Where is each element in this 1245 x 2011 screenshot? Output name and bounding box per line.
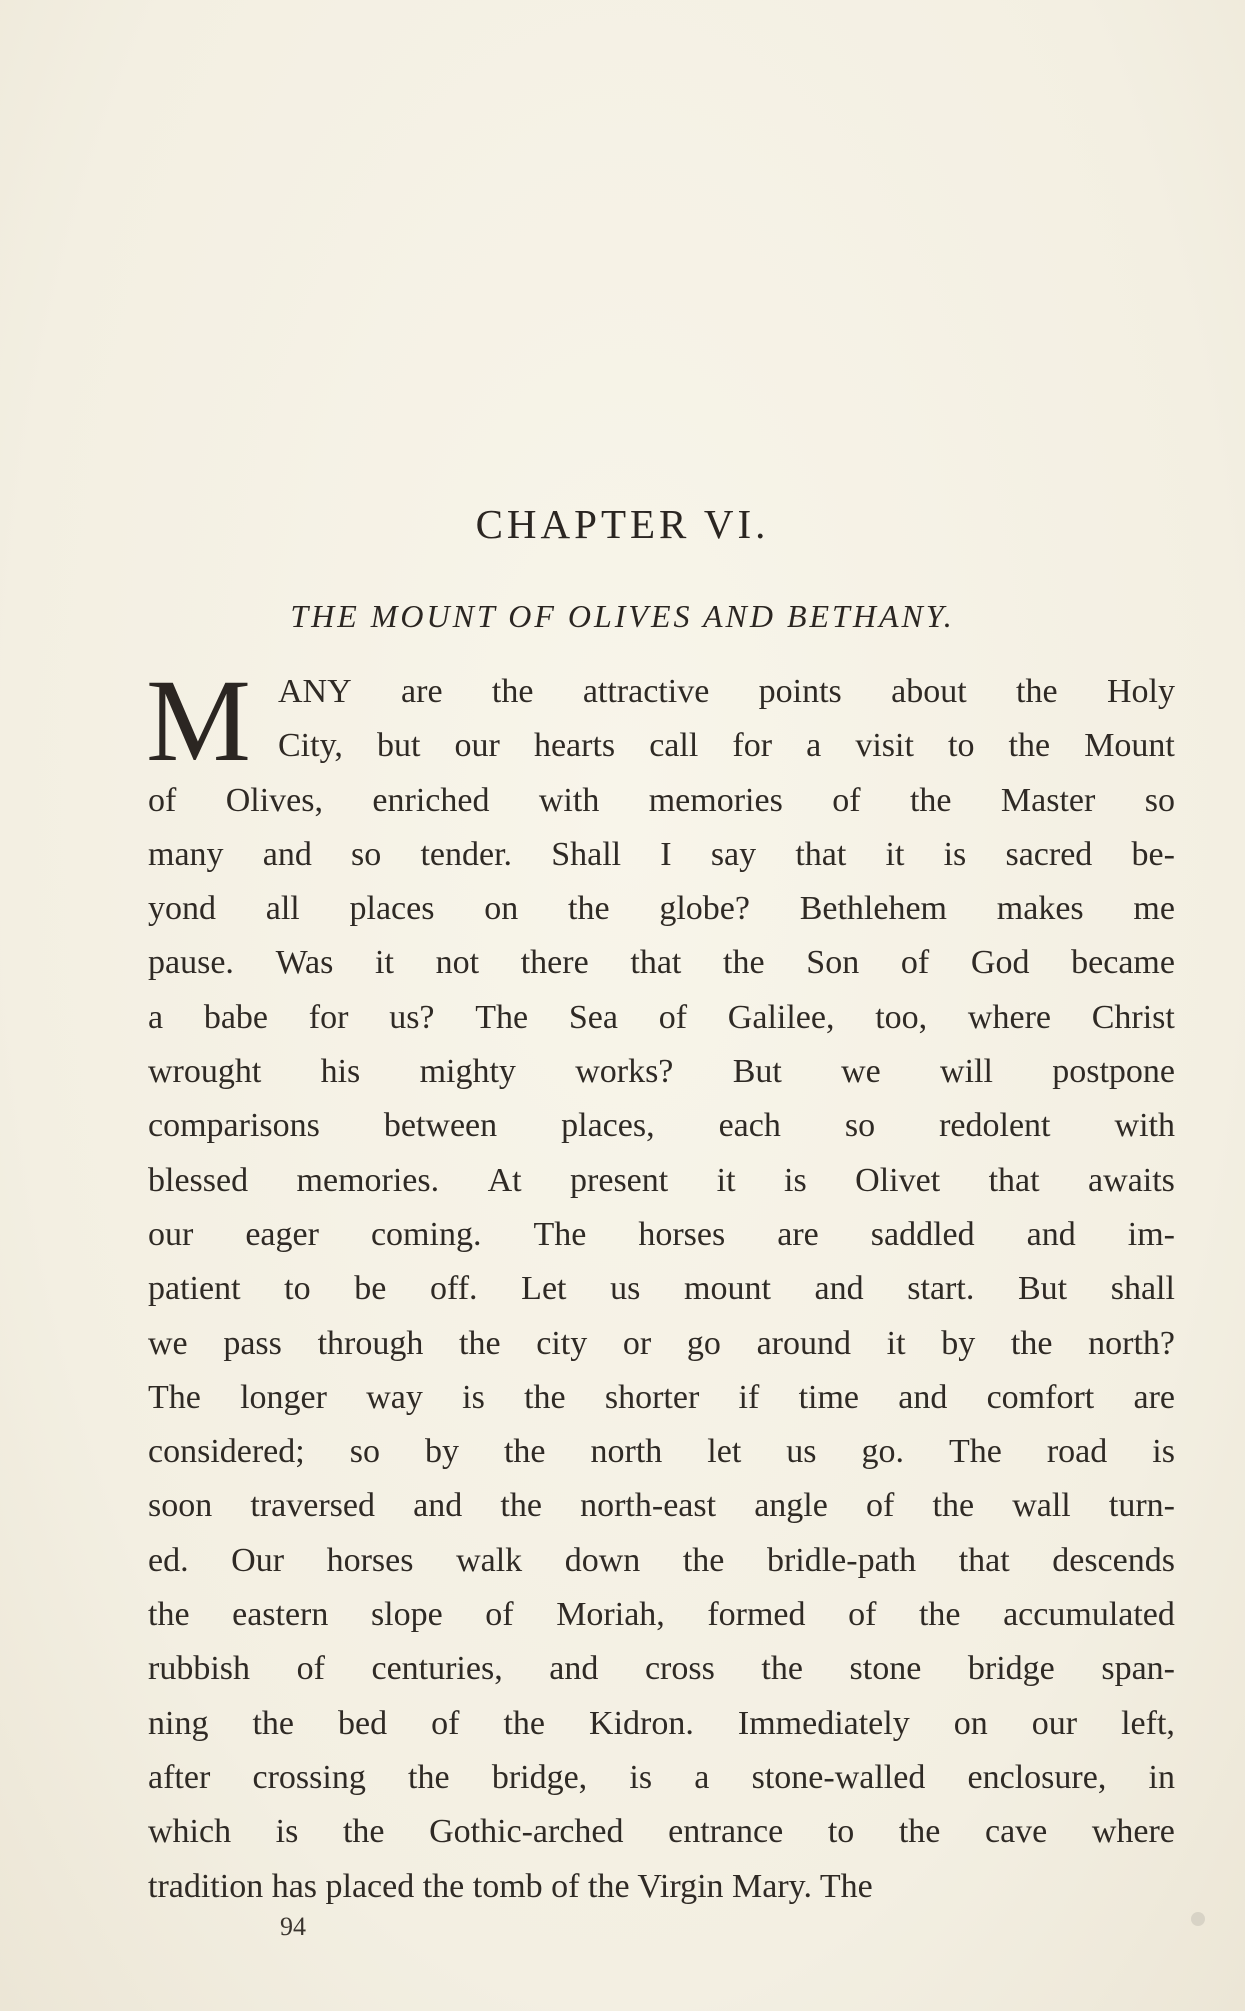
text-line: of Olives, enriched with memories of the Master so [148, 781, 1175, 819]
drop-cap: M [146, 655, 251, 786]
text-line: rubbish of centuries, and cross the stone bridge span- [148, 1650, 1175, 1688]
text-line: pause. Was it not there that the Son of God became [148, 944, 1175, 982]
paper-smudge [1191, 1912, 1205, 1926]
paragraph [146, 655, 1175, 1914]
chapter-body [146, 655, 1175, 1914]
text-line: which is the Gothic-arched entrance to the cave where [148, 1813, 1175, 1851]
text-line: considered; so by the north let us go. The road is [148, 1433, 1175, 1471]
text-line: City, but our hearts call for a visit to the Mount [278, 727, 1175, 765]
text-line: many and so tender. Shall I say that it is sacred be- [148, 835, 1175, 873]
text-line: ed. Our horses walk down the bridle-path that descends [148, 1541, 1175, 1579]
text-line: a babe for us? The Sea of Galilee, too, where Christ [148, 998, 1175, 1036]
text-line: The longer way is the shorter if time and comfort are [148, 1378, 1175, 1416]
text-line: we pass through the city or go around it by the north? [148, 1324, 1175, 1362]
text-line: after crossing the bridge, is a stone-walled enclosure, in [148, 1758, 1175, 1796]
text-line: blessed memories. At present it is Olivet that awaits [148, 1161, 1175, 1199]
text-line: our eager coming. The horses are saddled and im- [148, 1215, 1175, 1253]
text-line: wrought his mighty works? But we will postpone [148, 1053, 1175, 1091]
text-line: soon traversed and the north-east angle of the wall turn- [148, 1487, 1175, 1525]
text-line: ning the bed of the Kidron. Immediately on our left, [148, 1704, 1175, 1742]
text-line: ANY are the attractive points about the Holy [278, 673, 1175, 710]
chapter-heading: CHAPTER VI. [475, 501, 770, 547]
chapter-subtitle: THE MOUNT OF OLIVES AND BETHANY. [290, 598, 955, 634]
page-number: 94 [280, 1912, 306, 1941]
text-line: comparisons between places, each so redolent with [148, 1107, 1175, 1145]
text-line: tradition has placed the tomb of the Virgin Mary. The [148, 1867, 873, 1905]
text-line: yond all places on the globe? Bethlehem makes me [148, 890, 1175, 928]
text-line: the eastern slope of Moriah, formed of the accumulated [148, 1596, 1175, 1634]
text-line: patient to be off. Let us mount and start. But shall [148, 1270, 1175, 1308]
